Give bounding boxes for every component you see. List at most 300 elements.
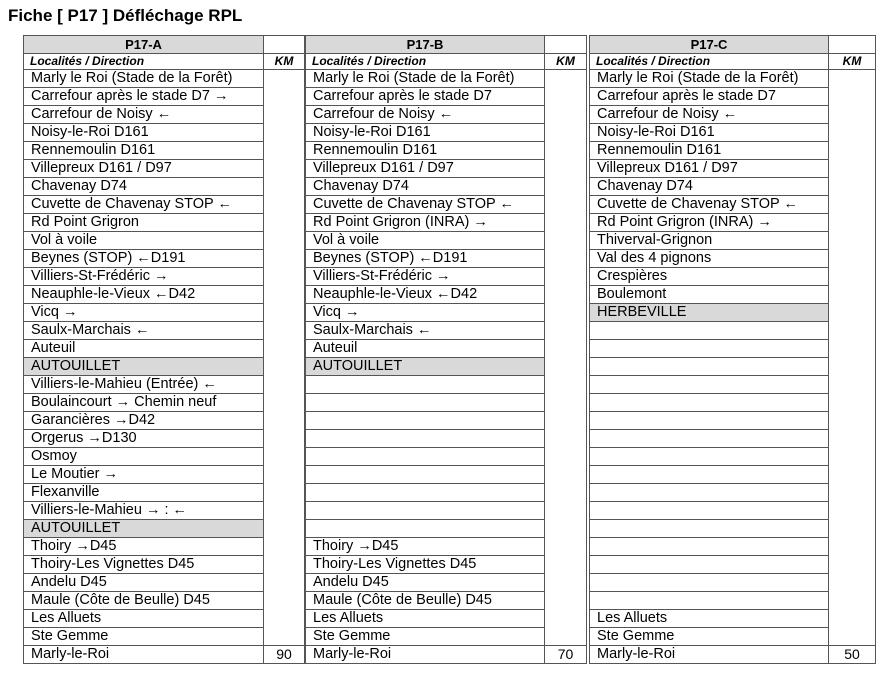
km-cell: [829, 358, 876, 376]
location-cell: Villepreux D161 / D97: [590, 160, 829, 178]
location-cell: Ste Gemme: [590, 628, 829, 646]
table-row: [306, 232, 587, 250]
location-cell: Noisy-le-Roi D161: [590, 124, 829, 142]
location-cell: [306, 394, 545, 412]
column-header-km: KM: [545, 54, 587, 70]
table-row: [590, 556, 876, 574]
table-row: [590, 286, 876, 304]
location-cell: Cuvette de Chavenay STOP ←: [590, 196, 829, 214]
table-row: [24, 502, 305, 520]
table-row: [24, 142, 305, 160]
table-row: [306, 412, 587, 430]
location-cell: Villiers-le-Mahieu → : ←: [24, 502, 264, 520]
table-row: [24, 376, 305, 394]
km-cell: [545, 124, 587, 142]
km-cell: [829, 70, 876, 88]
table-row: [590, 646, 876, 664]
location-cell: Villiers-St-Frédéric →: [24, 268, 264, 286]
location-cell: [590, 394, 829, 412]
location-cell: Les Alluets: [24, 610, 264, 628]
table-row: [306, 430, 587, 448]
table-row: [590, 466, 876, 484]
location-cell: Chavenay D74: [306, 178, 545, 196]
km-cell: [264, 70, 305, 88]
km-cell: [829, 322, 876, 340]
table-row: [24, 358, 305, 376]
location-cell: [590, 502, 829, 520]
table-row: [24, 448, 305, 466]
location-cell: Maule (Côte de Beulle) D45: [306, 592, 545, 610]
location-cell: AUTOUILLET: [24, 520, 264, 538]
location-cell: Vicq →: [306, 304, 545, 322]
location-cell: [590, 358, 829, 376]
km-cell: [264, 88, 305, 106]
table-row: [306, 394, 587, 412]
table-row: [590, 430, 876, 448]
table-row: [24, 466, 305, 484]
table-row: [306, 376, 587, 394]
location-cell: Andelu D45: [306, 574, 545, 592]
location-cell: [590, 412, 829, 430]
table-title-spacer: [829, 36, 876, 54]
location-cell: Marly-le-Roi: [306, 646, 545, 664]
location-cell: Rd Point Grigron (INRA) →: [590, 214, 829, 232]
table-row: [590, 160, 876, 178]
km-cell: [264, 160, 305, 178]
km-cell: [829, 466, 876, 484]
location-cell: [590, 376, 829, 394]
location-cell: Chavenay D74: [24, 178, 264, 196]
location-cell: Villepreux D161 / D97: [24, 160, 264, 178]
table-row: [590, 142, 876, 160]
km-total-cell: 50: [829, 646, 876, 664]
table-row: [24, 610, 305, 628]
km-cell: [264, 520, 305, 538]
location-cell: Boulaincourt → Chemin neuf: [24, 394, 264, 412]
km-cell: [545, 142, 587, 160]
table-row: [24, 556, 305, 574]
km-cell: [829, 394, 876, 412]
km-cell: [545, 574, 587, 592]
km-cell: [545, 358, 587, 376]
table-title-spacer: [264, 36, 305, 54]
location-cell: [590, 574, 829, 592]
table-row: [306, 196, 587, 214]
km-cell: [829, 160, 876, 178]
location-cell: Garancières →D42: [24, 412, 264, 430]
km-cell: [829, 232, 876, 250]
table-row: [306, 358, 587, 376]
column-header-localites: Localités / Direction: [306, 54, 545, 70]
location-cell: Cuvette de Chavenay STOP ←: [24, 196, 264, 214]
km-cell: [264, 124, 305, 142]
km-cell: [545, 340, 587, 358]
km-cell: [264, 232, 305, 250]
location-cell: Marly-le-Roi: [590, 646, 829, 664]
location-cell: Beynes (STOP) ←D191: [24, 250, 264, 268]
location-cell: Rd Point Grigron: [24, 214, 264, 232]
km-cell: [545, 466, 587, 484]
route-table-p17-a: [23, 35, 305, 664]
location-cell: [590, 430, 829, 448]
location-cell: Carrefour après le stade D7: [590, 88, 829, 106]
location-cell: Carrefour de Noisy ←: [590, 106, 829, 124]
location-cell: Villiers-St-Frédéric →: [306, 268, 545, 286]
km-cell: [264, 286, 305, 304]
location-cell: [590, 484, 829, 502]
location-cell: [306, 448, 545, 466]
km-cell: [829, 142, 876, 160]
table-row: [590, 610, 876, 628]
km-cell: [545, 376, 587, 394]
location-cell: Neauphle-le-Vieux ←D42: [24, 286, 264, 304]
table-title: P17-A: [24, 36, 264, 54]
location-cell: Thoiry →D45: [306, 538, 545, 556]
location-cell: Neauphle-le-Vieux ←D42: [306, 286, 545, 304]
km-cell: [829, 430, 876, 448]
table-row: [590, 412, 876, 430]
table-row: [24, 232, 305, 250]
location-cell: Rd Point Grigron (INRA) →: [306, 214, 545, 232]
location-cell: Marly le Roi (Stade de la Forêt): [24, 70, 264, 88]
table-row: [306, 142, 587, 160]
km-cell: [829, 124, 876, 142]
table-row: [306, 88, 587, 106]
table-row: [24, 106, 305, 124]
table-row: [590, 214, 876, 232]
table-row: [306, 178, 587, 196]
table-row: [306, 628, 587, 646]
location-cell: Thoiry-Les Vignettes D45: [306, 556, 545, 574]
location-cell: HERBEVILLE: [590, 304, 829, 322]
km-cell: [264, 592, 305, 610]
km-cell: [829, 250, 876, 268]
km-cell: [545, 394, 587, 412]
table-row: [590, 124, 876, 142]
table-title-spacer: [545, 36, 587, 54]
km-cell: [264, 394, 305, 412]
km-cell: [545, 556, 587, 574]
km-cell: [829, 214, 876, 232]
location-cell: [590, 520, 829, 538]
location-cell: [306, 466, 545, 484]
km-cell: [545, 448, 587, 466]
location-cell: Val des 4 pignons: [590, 250, 829, 268]
km-cell: [545, 502, 587, 520]
km-cell: [545, 160, 587, 178]
table-row: [24, 538, 305, 556]
location-cell: Vol à voile: [24, 232, 264, 250]
location-cell: [306, 502, 545, 520]
location-cell: Orgerus →D130: [24, 430, 264, 448]
location-cell: Villiers-le-Mahieu (Entrée) ←: [24, 376, 264, 394]
km-cell: [264, 358, 305, 376]
km-cell: [264, 628, 305, 646]
location-cell: Rennemoulin D161: [306, 142, 545, 160]
table-row: [306, 574, 587, 592]
location-cell: Andelu D45: [24, 574, 264, 592]
km-cell: [264, 106, 305, 124]
table-row: [306, 70, 587, 88]
table-row: [306, 610, 587, 628]
location-cell: Thoiry-Les Vignettes D45: [24, 556, 264, 574]
location-cell: [306, 412, 545, 430]
page-title: Fiche [ P17 ] Défléchage RPL: [8, 6, 243, 25]
table-row: [590, 268, 876, 286]
location-cell: Saulx-Marchais ←: [24, 322, 264, 340]
table-row: [590, 196, 876, 214]
location-cell: Rennemoulin D161: [24, 142, 264, 160]
table-row: [24, 322, 305, 340]
table-row: [24, 250, 305, 268]
table-row: [306, 286, 587, 304]
km-cell: [829, 196, 876, 214]
location-cell: [590, 448, 829, 466]
table-title: P17-B: [306, 36, 545, 54]
location-cell: Crespières: [590, 268, 829, 286]
table-row: [306, 646, 587, 664]
table-row: [306, 124, 587, 142]
table-row: [590, 340, 876, 358]
location-cell: Auteuil: [306, 340, 545, 358]
km-cell: [545, 304, 587, 322]
table-row: [306, 556, 587, 574]
km-cell: [545, 88, 587, 106]
location-cell: Noisy-le-Roi D161: [306, 124, 545, 142]
location-cell: Vol à voile: [306, 232, 545, 250]
km-cell: [264, 268, 305, 286]
table-row: [590, 358, 876, 376]
km-cell: [545, 538, 587, 556]
column-header-localites: Localités / Direction: [24, 54, 264, 70]
table-row: [24, 178, 305, 196]
km-cell: [829, 178, 876, 196]
location-cell: Carrefour de Noisy ←: [24, 106, 264, 124]
location-cell: Vicq →: [24, 304, 264, 322]
location-cell: [306, 376, 545, 394]
table-row: [590, 538, 876, 556]
table-row: [24, 412, 305, 430]
km-cell: [829, 448, 876, 466]
km-cell: [545, 628, 587, 646]
table-row: [306, 304, 587, 322]
column-header-localites: Localités / Direction: [590, 54, 829, 70]
location-cell: Auteuil: [24, 340, 264, 358]
location-cell: Osmoy: [24, 448, 264, 466]
route-table-p17-b: [305, 35, 587, 664]
km-cell: [829, 412, 876, 430]
km-cell: [264, 430, 305, 448]
location-cell: AUTOUILLET: [24, 358, 264, 376]
location-cell: Chavenay D74: [590, 178, 829, 196]
table-row: [590, 628, 876, 646]
table-row: [24, 70, 305, 88]
km-cell: [264, 304, 305, 322]
km-cell: [264, 610, 305, 628]
km-cell: [829, 106, 876, 124]
location-cell: Villepreux D161 / D97: [306, 160, 545, 178]
location-cell: Carrefour de Noisy ←: [306, 106, 545, 124]
location-cell: Marly le Roi (Stade de la Forêt): [590, 70, 829, 88]
table-row: [306, 592, 587, 610]
km-cell: [545, 484, 587, 502]
table-row: [590, 70, 876, 88]
location-cell: [590, 340, 829, 358]
km-cell: [264, 538, 305, 556]
table-row: [306, 250, 587, 268]
table-row: [24, 574, 305, 592]
km-cell: [545, 610, 587, 628]
km-cell: [545, 520, 587, 538]
table-row: [306, 448, 587, 466]
location-cell: Le Moutier →: [24, 466, 264, 484]
table-row: [590, 106, 876, 124]
km-cell: [829, 376, 876, 394]
table-row: [24, 214, 305, 232]
table-row: [24, 340, 305, 358]
table-row: [24, 160, 305, 178]
km-cell: [829, 268, 876, 286]
km-cell: [829, 574, 876, 592]
table-row: [24, 592, 305, 610]
table-row: [24, 484, 305, 502]
table-row: [306, 502, 587, 520]
km-cell: [545, 430, 587, 448]
km-cell: [264, 250, 305, 268]
location-cell: Marly-le-Roi: [24, 646, 264, 664]
km-cell: [545, 322, 587, 340]
table-row: [24, 268, 305, 286]
km-cell: [264, 196, 305, 214]
km-cell: [829, 484, 876, 502]
location-cell: [306, 484, 545, 502]
table-row: [24, 88, 305, 106]
km-cell: [264, 412, 305, 430]
location-cell: Boulemont: [590, 286, 829, 304]
table-row: [24, 286, 305, 304]
table-row: [306, 322, 587, 340]
km-cell: [264, 322, 305, 340]
table-row: [24, 394, 305, 412]
km-cell: [264, 574, 305, 592]
table-row: [590, 394, 876, 412]
km-cell: [545, 268, 587, 286]
table-row: [590, 178, 876, 196]
location-cell: AUTOUILLET: [306, 358, 545, 376]
table-row: [306, 340, 587, 358]
km-total-cell: 90: [264, 646, 305, 664]
table-row: [306, 520, 587, 538]
km-total-cell: 70: [545, 646, 587, 664]
km-cell: [545, 70, 587, 88]
table-row: [24, 628, 305, 646]
km-cell: [829, 628, 876, 646]
table-row: [306, 214, 587, 232]
location-cell: Marly le Roi (Stade de la Forêt): [306, 70, 545, 88]
location-cell: [590, 592, 829, 610]
table-row: [306, 106, 587, 124]
table-row: [590, 520, 876, 538]
table-row: [590, 376, 876, 394]
km-cell: [264, 448, 305, 466]
km-cell: [545, 412, 587, 430]
km-cell: [829, 304, 876, 322]
location-cell: Les Alluets: [306, 610, 545, 628]
table-row: [24, 646, 305, 664]
location-cell: Carrefour après le stade D7: [306, 88, 545, 106]
km-cell: [264, 466, 305, 484]
location-cell: Carrefour après le stade D7 →: [24, 88, 264, 106]
table-row: [590, 592, 876, 610]
km-cell: [829, 88, 876, 106]
km-cell: [264, 502, 305, 520]
km-cell: [545, 592, 587, 610]
km-cell: [545, 214, 587, 232]
table-row: [24, 430, 305, 448]
km-cell: [829, 610, 876, 628]
table-row: [590, 574, 876, 592]
location-cell: [590, 466, 829, 484]
table-row: [24, 520, 305, 538]
km-cell: [829, 502, 876, 520]
table-row: [306, 484, 587, 502]
km-cell: [829, 520, 876, 538]
location-cell: Ste Gemme: [24, 628, 264, 646]
table-row: [590, 232, 876, 250]
table-row: [590, 502, 876, 520]
location-cell: [590, 538, 829, 556]
km-cell: [264, 484, 305, 502]
location-cell: Les Alluets: [590, 610, 829, 628]
table-row: [590, 448, 876, 466]
km-cell: [829, 556, 876, 574]
location-cell: Maule (Côte de Beulle) D45: [24, 592, 264, 610]
location-cell: [306, 520, 545, 538]
km-cell: [545, 286, 587, 304]
location-cell: Rennemoulin D161: [590, 142, 829, 160]
km-cell: [264, 376, 305, 394]
km-cell: [545, 232, 587, 250]
location-cell: [590, 556, 829, 574]
location-cell: Saulx-Marchais ←: [306, 322, 545, 340]
table-row: [306, 466, 587, 484]
km-cell: [829, 592, 876, 610]
km-cell: [545, 196, 587, 214]
route-table-p17-c: [589, 35, 876, 664]
column-header-km: KM: [264, 54, 305, 70]
location-cell: Noisy-le-Roi D161: [24, 124, 264, 142]
km-cell: [264, 178, 305, 196]
km-cell: [545, 106, 587, 124]
location-cell: [306, 430, 545, 448]
km-cell: [545, 178, 587, 196]
table-row: [590, 304, 876, 322]
table-row: [306, 160, 587, 178]
table-row: [306, 538, 587, 556]
table-row: [24, 304, 305, 322]
km-cell: [829, 340, 876, 358]
column-header-km: KM: [829, 54, 876, 70]
table-row: [590, 322, 876, 340]
table-row: [24, 196, 305, 214]
location-cell: Thiverval-Grignon: [590, 232, 829, 250]
location-cell: Ste Gemme: [306, 628, 545, 646]
km-cell: [264, 340, 305, 358]
km-cell: [264, 142, 305, 160]
table-row: [590, 250, 876, 268]
km-cell: [264, 556, 305, 574]
table-row: [24, 124, 305, 142]
